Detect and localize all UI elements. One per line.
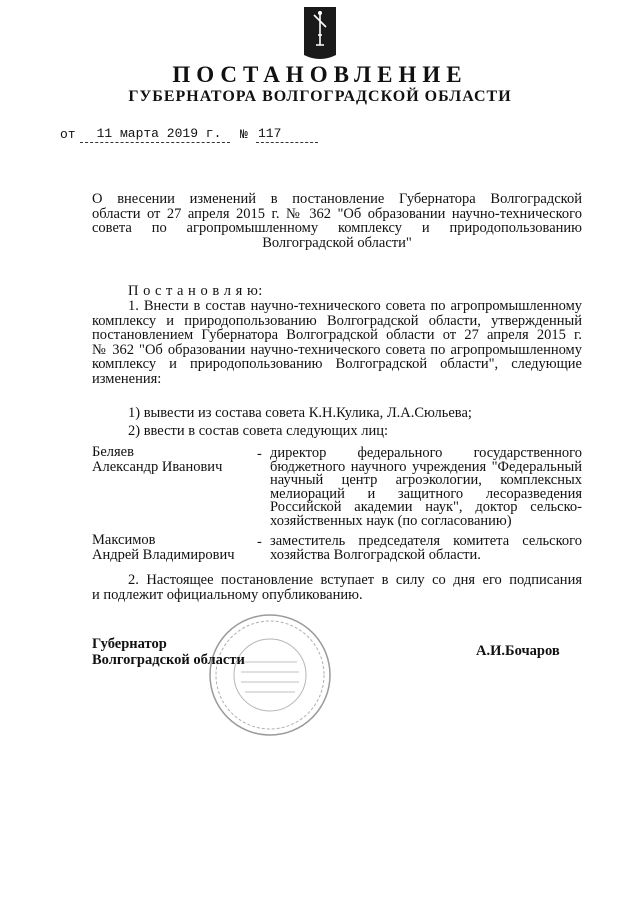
person-2-given-name: Андрей Владимирович [92, 546, 235, 563]
item-1-line: 1. Внести в состав научно-технического совета по агропромышленному [128, 298, 582, 314]
person-2-desc-line: заместитель председателя комитета сельского [270, 533, 582, 549]
person-2-desc-line: хозяйства Волгоградской области. [270, 546, 481, 563]
signatory-title [92, 636, 245, 668]
person-1-description [270, 447, 582, 528]
document-date: 11 марта 2019 г. [96, 126, 222, 141]
person-2-surname: Максимов [92, 532, 156, 548]
person-1-desc-line: директор федерального государственного [270, 445, 582, 461]
volgograd-emblem-icon [302, 5, 338, 61]
person-1-desc-line: Российской академии наук", доктор сельско- [270, 499, 582, 515]
subject-line: области от 27 апреля 2015 г. № 362 "Об образовании научно-технического [92, 205, 582, 222]
person-1-name [92, 445, 262, 474]
sub-item-1: 1) вывести из состава совета К.Н.Кулика, Л.А.Сюльева; [128, 405, 472, 421]
signatory-name: А.И.Бочаров [476, 643, 560, 659]
person-1-dash: - [257, 446, 262, 462]
person-1-surname: Беляев [92, 444, 134, 460]
subject-line: Волгоградской области" [262, 234, 412, 251]
item-1-line: комплексу и природопользованию Волгоградской области", следующие [92, 356, 582, 372]
item-1-line: постановлением Губернатора Волгоградской области от 27 апреля 2015 г. [92, 327, 582, 343]
decree-word: П о с т а н о в л я ю: [128, 283, 263, 299]
person-2-name [92, 533, 262, 562]
item-1-line: комплексу и природопользованию Волгоградской области, утвержденный [92, 312, 582, 329]
person-1-desc-line: бюджетного научного учреждения "Федеральный [270, 458, 582, 475]
subject-line: О внесении изменений в постановление Губернатора Волгоградской [92, 191, 582, 207]
item-2 [92, 573, 582, 602]
from-label: от [60, 127, 76, 142]
subject-line: совета по агропромышленному комплексу и природопользованию [92, 220, 582, 236]
person-2-dash: - [257, 534, 262, 550]
item-1-line: изменения: [92, 370, 162, 387]
document-number: 117 [258, 126, 282, 141]
person-1-given-name: Александр Иванович [92, 458, 223, 475]
date-underline [80, 142, 230, 143]
sub-item-2: 2) ввести в состав совета следующих лиц: [128, 423, 389, 439]
document-title: ПОСТАНОВЛЕНИЕ [172, 62, 468, 87]
signatory-title-line: Волгоградской области [92, 652, 245, 668]
official-seal-icon [205, 610, 335, 740]
item-1 [92, 299, 582, 386]
signatory-title-line: Губернатор [92, 636, 167, 652]
person-1-desc-line: научный центр агроэкологии, комплексных [270, 472, 582, 488]
item-1-line: № 362 "Об образовании научно-технического совета по агропромышленному [92, 341, 582, 358]
number-underline [256, 142, 318, 143]
person-1-desc-line: мелиораций и защитного лесоразведения [270, 485, 582, 502]
document-subtitle: ГУБЕРНАТОРА ВОЛГОГРАДСКОЙ ОБЛАСТИ [128, 88, 512, 105]
person-2-description [270, 535, 582, 562]
item-2-line: 2. Настоящее постановление вступает в силу со дня его подписания [128, 572, 582, 588]
person-1-desc-line: хозяйственных наук (по согласованию) [270, 512, 512, 529]
number-label: № [240, 127, 248, 142]
item-2-line: и подлежит официальному опубликованию. [92, 586, 363, 603]
document-subject [92, 192, 582, 250]
